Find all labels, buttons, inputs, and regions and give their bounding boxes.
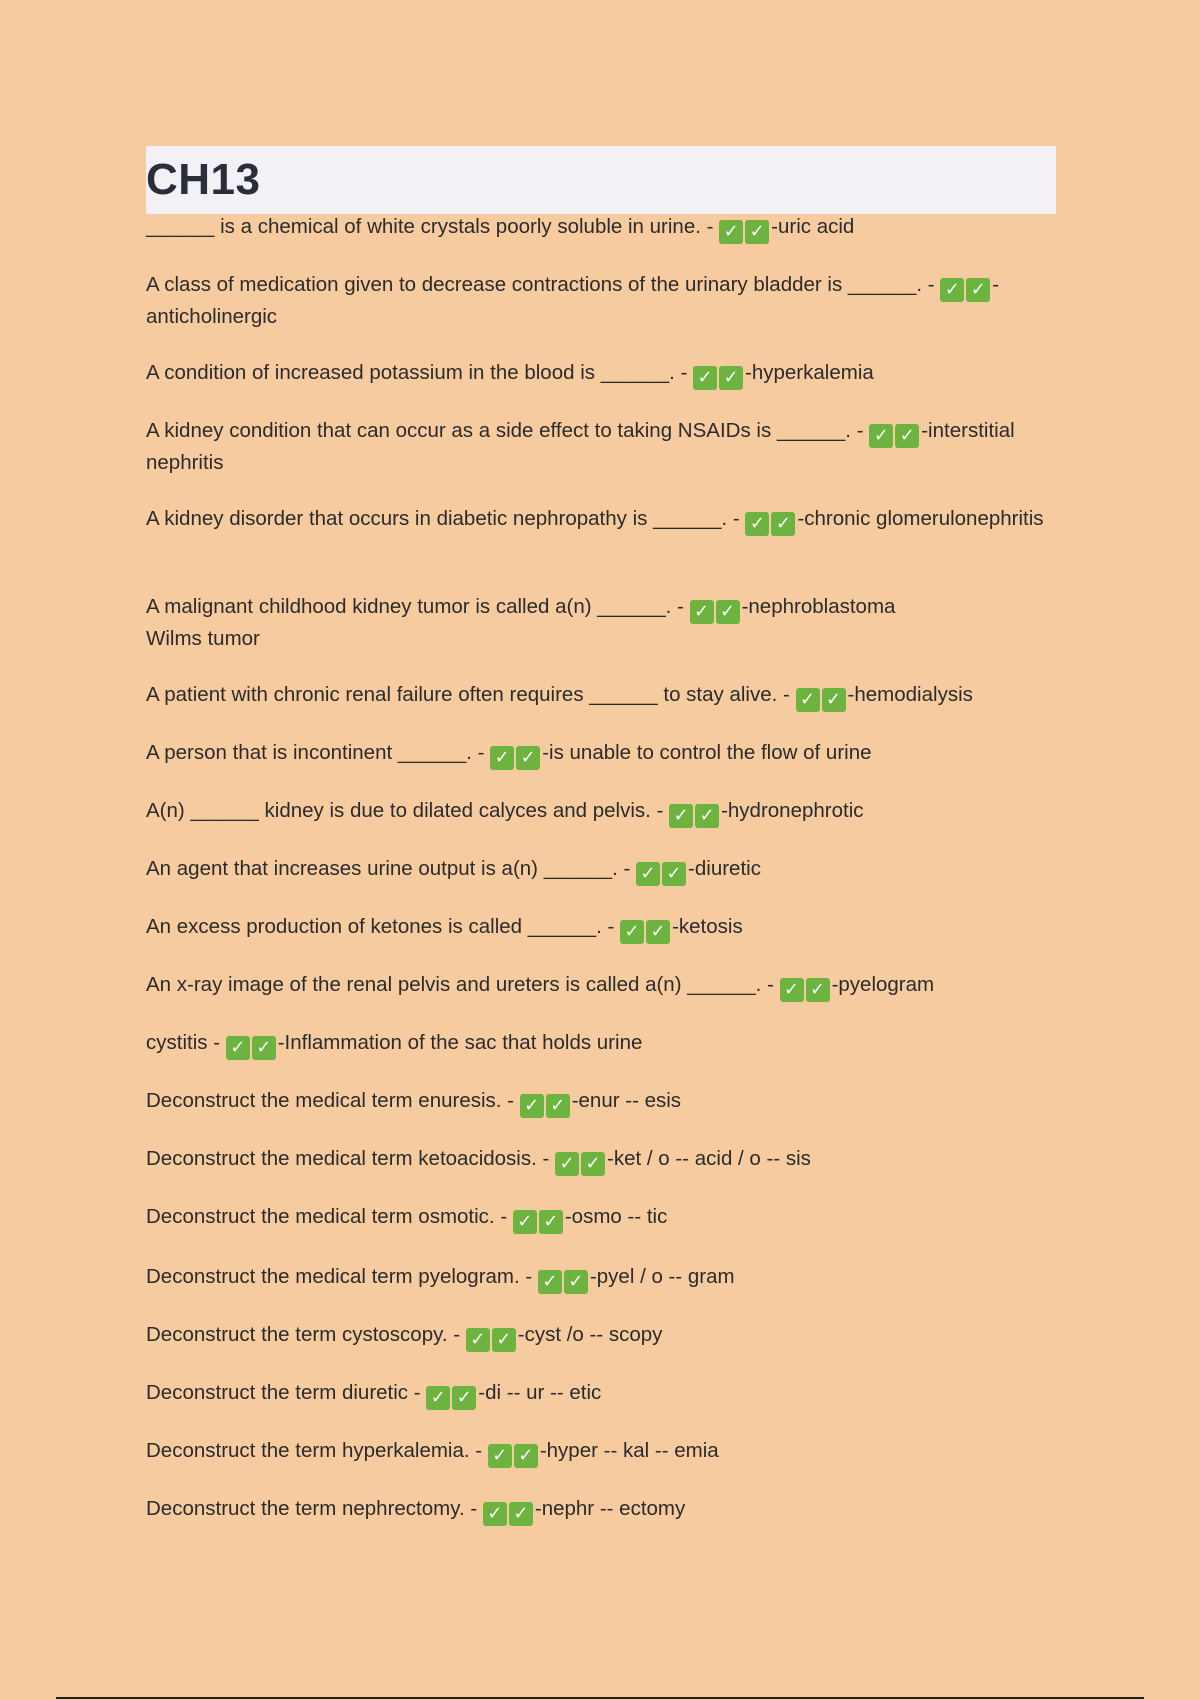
checkmark-icon: ✓ — [716, 600, 740, 624]
flashcard-item — [146, 592, 1046, 654]
flashcard-item — [146, 970, 1046, 1002]
title-bar — [146, 146, 1056, 214]
checkmark-icon: ✓ — [669, 804, 693, 828]
flashcard-question: Deconstruct the medical term pyelogram. - — [146, 1265, 533, 1288]
flashcard-item — [146, 270, 1046, 332]
flashcard-item — [146, 504, 1046, 536]
flashcard-question: A patient with chronic renal failure often requires ______ to stay alive. - — [146, 683, 790, 706]
flashcard-item — [146, 1144, 1046, 1176]
checkmark-icon: ✓ — [488, 1444, 512, 1468]
checkmark-icon: ✓ — [966, 278, 990, 302]
flashcard-item — [146, 1320, 1046, 1352]
flashcard-answer: -hyper -- kal -- emia — [539, 1439, 719, 1462]
page-title: CH13 — [146, 155, 261, 204]
flashcard-answer: -ket / o -- acid / o -- sis — [607, 1147, 811, 1170]
checkmark-icon: ✓ — [539, 1210, 563, 1234]
flashcard-answer: -hemodialysis — [847, 683, 973, 706]
checkmark-icon: ✓ — [514, 1444, 538, 1468]
checkmark-icon: ✓ — [662, 862, 686, 886]
flashcard-item — [146, 1202, 1046, 1234]
flashcard-answer: -hyperkalemia — [745, 361, 874, 384]
checkmark-icon: ✓ — [452, 1386, 476, 1410]
flashcard-question: cystitis - — [146, 1031, 221, 1054]
flashcard-answer: -interstitial nephritis — [146, 419, 1015, 474]
flashcard-item — [146, 212, 1046, 244]
flashcard-answer: -pyelogram — [831, 973, 935, 996]
flashcard-item — [146, 1028, 1046, 1060]
flashcard-question: ______ is a chemical of white crystals poorly soluble in urine. - — [146, 215, 714, 238]
checkmark-icon: ✓ — [564, 1270, 588, 1294]
flashcard-question: A malignant childhood kidney tumor is called a(n) ______. - — [146, 595, 684, 618]
flashcard-question: A condition of increased potassium in the blood is ______. - — [146, 361, 688, 384]
checkmark-icon: ✓ — [719, 220, 743, 244]
flashcard-question: Deconstruct the term cystoscopy. - — [146, 1323, 461, 1346]
flashcard-question: Deconstruct the term diuretic - — [146, 1381, 421, 1404]
checkmark-icon: ✓ — [226, 1036, 250, 1060]
checkmark-icon: ✓ — [690, 600, 714, 624]
checkmark-icon: ✓ — [895, 424, 919, 448]
flashcard-answer: -chronic glomerulonephritis — [797, 507, 1044, 530]
flashcard-item — [146, 416, 1046, 478]
flashcard-answer: -diuretic — [688, 857, 761, 880]
bottom-divider — [56, 1697, 1144, 1699]
checkmark-icon: ✓ — [695, 804, 719, 828]
flashcard-item — [146, 1436, 1046, 1468]
flashcard-question: A kidney condition that can occur as a side effect to taking NSAIDs is ______. - — [146, 419, 864, 442]
flashcard-item — [146, 1378, 1046, 1410]
checkmark-icon: ✓ — [252, 1036, 276, 1060]
checkmark-icon: ✓ — [771, 512, 795, 536]
flashcard-answer: -hydronephrotic — [721, 799, 864, 822]
flashcard-item — [146, 1494, 1046, 1526]
flashcard-answer: -enur -- esis — [571, 1089, 682, 1112]
flashcard-question: Deconstruct the term hyperkalemia. - — [146, 1439, 483, 1462]
checkmark-icon: ✓ — [796, 688, 820, 712]
checkmark-icon: ✓ — [490, 746, 514, 770]
checkmark-icon: ✓ — [426, 1386, 450, 1410]
checkmark-icon: ✓ — [509, 1502, 533, 1526]
checkmark-icon: ✓ — [555, 1152, 579, 1176]
flashcard-answer: -ketosis — [672, 915, 743, 938]
checkmark-icon: ✓ — [646, 920, 670, 944]
flashcard-answer-line2: Wilms tumor — [146, 627, 260, 650]
checkmark-icon: ✓ — [806, 978, 830, 1002]
checkmark-icon: ✓ — [719, 366, 743, 390]
checkmark-icon: ✓ — [822, 688, 846, 712]
flashcard-answer: -Inflammation of the sac that holds urine — [277, 1031, 643, 1054]
flashcard-answer: -anticholinergic — [146, 273, 1000, 328]
checkmark-icon: ✓ — [513, 1210, 537, 1234]
checkmark-icon: ✓ — [483, 1502, 507, 1526]
flashcard-item — [146, 854, 1046, 886]
checkmark-icon: ✓ — [581, 1152, 605, 1176]
flashcard-answer: -di -- ur -- etic — [478, 1381, 602, 1404]
flashcard-question: A person that is incontinent ______. - — [146, 741, 485, 764]
checkmark-icon: ✓ — [538, 1270, 562, 1294]
flashcard-question: An x-ray image of the renal pelvis and ureters is called a(n) ______. - — [146, 973, 774, 996]
checkmark-icon: ✓ — [546, 1094, 570, 1118]
flashcard-answer: -nephroblastoma — [741, 595, 896, 618]
flashcard-answer: -pyel / o -- gram — [589, 1265, 735, 1288]
checkmark-icon: ✓ — [516, 746, 540, 770]
flashcard-question: A(n) ______ kidney is due to dilated calyces and pelvis. - — [146, 799, 664, 822]
flashcard-question: An agent that increases urine output is a(n) ______. - — [146, 857, 631, 880]
flashcard-item — [146, 1262, 1046, 1294]
checkmark-icon: ✓ — [940, 278, 964, 302]
flashcard-item — [146, 738, 1046, 770]
checkmark-icon: ✓ — [745, 220, 769, 244]
flashcard-item — [146, 358, 1046, 390]
flashcard-question: Deconstruct the term nephrectomy. - — [146, 1497, 478, 1520]
flashcard-question: Deconstruct the medical term osmotic. - — [146, 1205, 508, 1228]
flashcard-answer: -osmo -- tic — [564, 1205, 668, 1228]
flashcard-question: Deconstruct the medical term ketoacidosis. - — [146, 1147, 550, 1170]
flashcard-question: A class of medication given to decrease contractions of the urinary bladder is ______. - — [146, 273, 935, 296]
checkmark-icon: ✓ — [620, 920, 644, 944]
checkmark-icon: ✓ — [520, 1094, 544, 1118]
checkmark-icon: ✓ — [869, 424, 893, 448]
flashcard-question: A kidney disorder that occurs in diabetic nephropathy is ______. - — [146, 507, 740, 530]
checkmark-icon: ✓ — [745, 512, 769, 536]
flashcard-item — [146, 796, 1046, 828]
flashcard-answer: -nephr -- ectomy — [534, 1497, 686, 1520]
checkmark-icon: ✓ — [466, 1328, 490, 1352]
flashcard-answer: -is unable to control the flow of urine — [542, 741, 872, 764]
flashcard-item — [146, 1086, 1046, 1118]
flashcard-item — [146, 912, 1046, 944]
checkmark-icon: ✓ — [780, 978, 804, 1002]
flashcard-item — [146, 680, 1046, 712]
flashcard-question: Deconstruct the medical term enuresis. - — [146, 1089, 514, 1112]
checkmark-icon: ✓ — [636, 862, 660, 886]
flashcard-answer: -cyst /o -- scopy — [517, 1323, 663, 1346]
flashcard-question: An excess production of ketones is called ______. - — [146, 915, 615, 938]
flashcard-answer: -uric acid — [771, 215, 855, 238]
checkmark-icon: ✓ — [693, 366, 717, 390]
checkmark-icon: ✓ — [492, 1328, 516, 1352]
